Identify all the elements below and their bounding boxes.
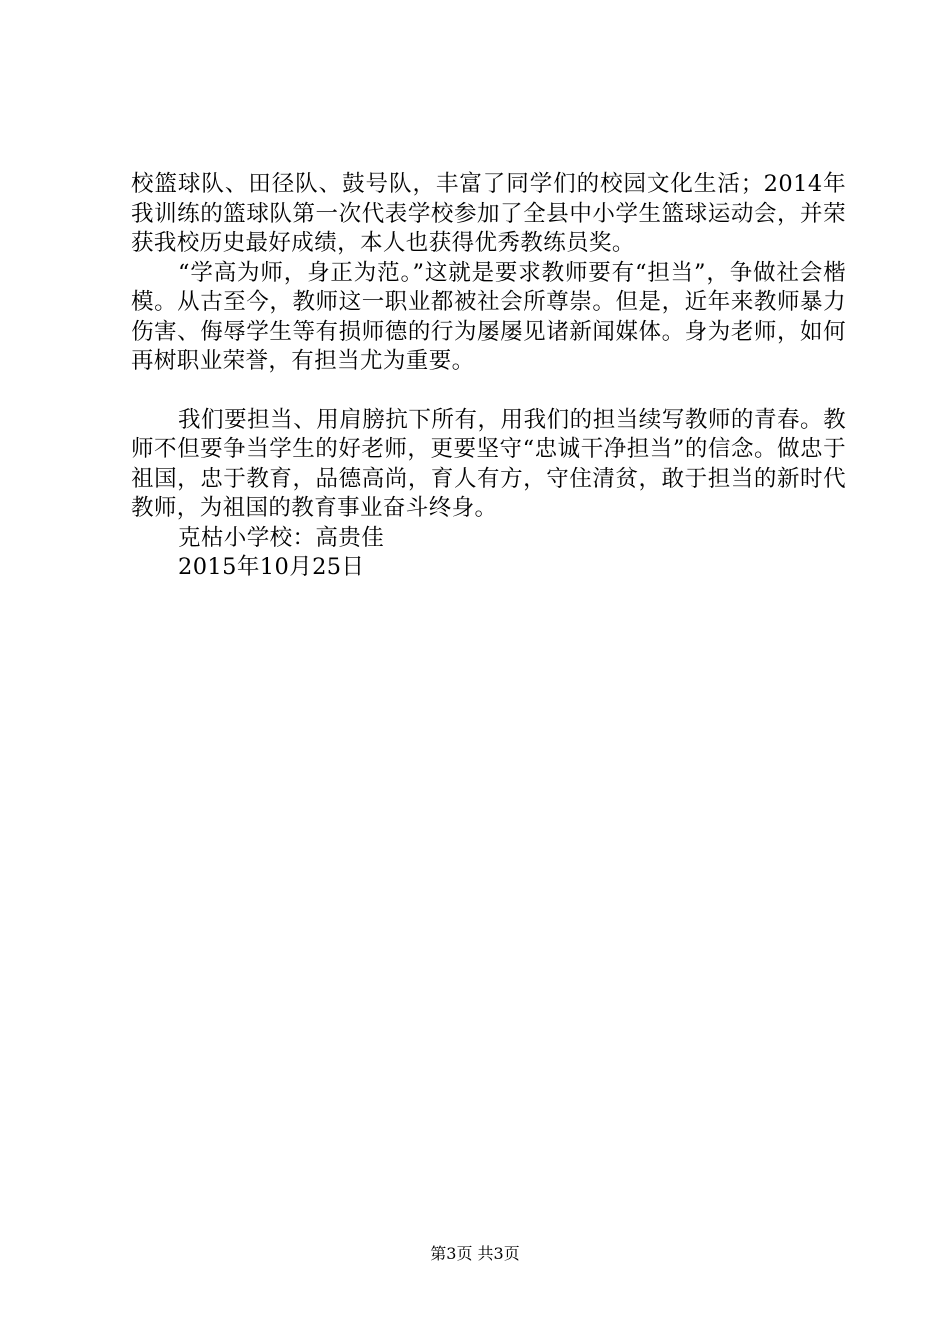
paragraph-teacher-role: “学高为师，身正为范。”这就是要求教师要有“担当”，争做社会楷模。从古至今，教师这一职业都被社会所尊崇。但是，近年来教师暴力伤害、侮辱学生等有损师德的行为屡屡见诸新闻媒体。身为老师，如何再树职业荣誉，有担当尤为重要。 bbox=[131, 259, 846, 374]
paragraph-continuation: 校篮球队、田径队、鼓号队，丰富了同学们的校园文化生活；2014年我训练的篮球队第一次代表学校参加了全县中小学生篮球运动会，并荣获我校历史最好成绩，本人也获得优秀教练员奖。 bbox=[131, 171, 846, 256]
paragraph-spacer bbox=[131, 377, 846, 406]
paragraph-commitment: 我们要担当、用肩膀抗下所有，用我们的担当续写教师的青春。教师不但要争当学生的好老师，更要坚守“忠诚干净担当”的信念。做忠于祖国，忠于教育，品德高尚，育人有方，守住清贫，敢于担当的新时代教师，为祖国的教育事业奋斗终身。 bbox=[131, 406, 846, 521]
page-footer: 第3页 共3页 bbox=[430, 1244, 520, 1263]
signature-line: 克枯小学校：高贵佳 bbox=[178, 524, 385, 551]
document-body bbox=[131, 170, 846, 583]
date-line: 2015年10月25日 bbox=[178, 554, 365, 580]
